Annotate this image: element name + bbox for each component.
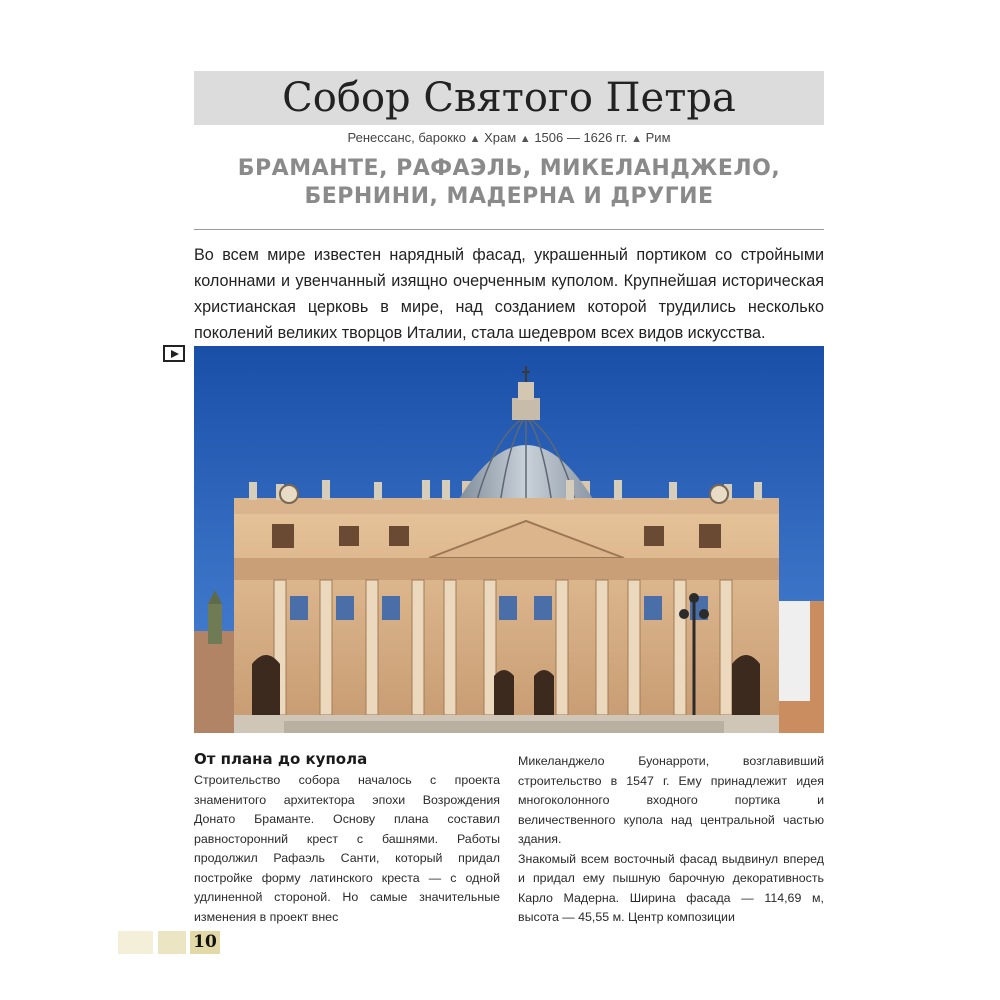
page-title: Собор Святого Петра [282, 75, 736, 121]
meta-style: Ренессанс, барокко [347, 130, 466, 145]
meta-separator-3: ▲ [631, 133, 643, 145]
section-heading: От плана до купола [194, 750, 368, 768]
authors-heading [194, 155, 824, 211]
meta-years: 1506 — 1626 гг. [534, 130, 628, 145]
column-left-text: Строительство собора началось с проекта знаменитого архитектора эпохи Возрождения Донато Браманте. Основу плана составил равносторонний крест с башнями. Работы продолжил Рафаэль Санти, который придал постройке форму латинского креста — с одной удлиненной стороной. Но самые значительные изменения в проект внес [194, 773, 500, 924]
meta-place: Рим [645, 130, 671, 145]
divider [194, 229, 824, 230]
meta-line [194, 130, 824, 145]
page-tab-decoration-1 [118, 931, 153, 954]
column-left [194, 771, 500, 927]
column-right-paragraph-1: Микеланджело Буонарроти, возглавивший строительство в 1547 г. Ему принадлежит идея многоколонного входного портика и величественного купола над центральной частью здания. [518, 754, 824, 846]
play-icon[interactable] [163, 345, 185, 362]
intro-paragraph: Во всем мире известен нарядный фасад, украшенный портиком со стройными колоннами и увенчанный изящно очерченным куполом. Крупнейшая историческая христианская церковь в мире, над созданием которой трудились несколько поколений великих творцов Италии, стала шедевром всех видов искусства. [194, 246, 824, 342]
column-right [518, 752, 824, 928]
play-triangle-icon [170, 349, 180, 359]
cathedral-photo [194, 346, 824, 733]
meta-type: Храм [484, 130, 517, 145]
page-tab-decoration-2 [158, 931, 186, 954]
meta-separator-2: ▲ [519, 133, 531, 145]
meta-separator-1: ▲ [469, 133, 481, 145]
title-band [194, 71, 824, 125]
cathedral-illustration [194, 346, 824, 733]
page-number: 10 [190, 931, 220, 954]
authors-line-1: БРАМАНТЕ, РАФАЭЛЬ, МИКЕЛАНДЖЕЛО, [237, 156, 781, 181]
authors-line-2: БЕРНИНИ, МАДЕРНА И ДРУГИЕ [304, 184, 714, 209]
column-right-paragraph-2: Знакомый всем восточный фасад выдвинул вперед и придал ему пышную барочную декоративность Карло Мадерна. Ширина фасада — 114,69 м, высота — 45,55 м. Центр композиции [518, 851, 824, 924]
